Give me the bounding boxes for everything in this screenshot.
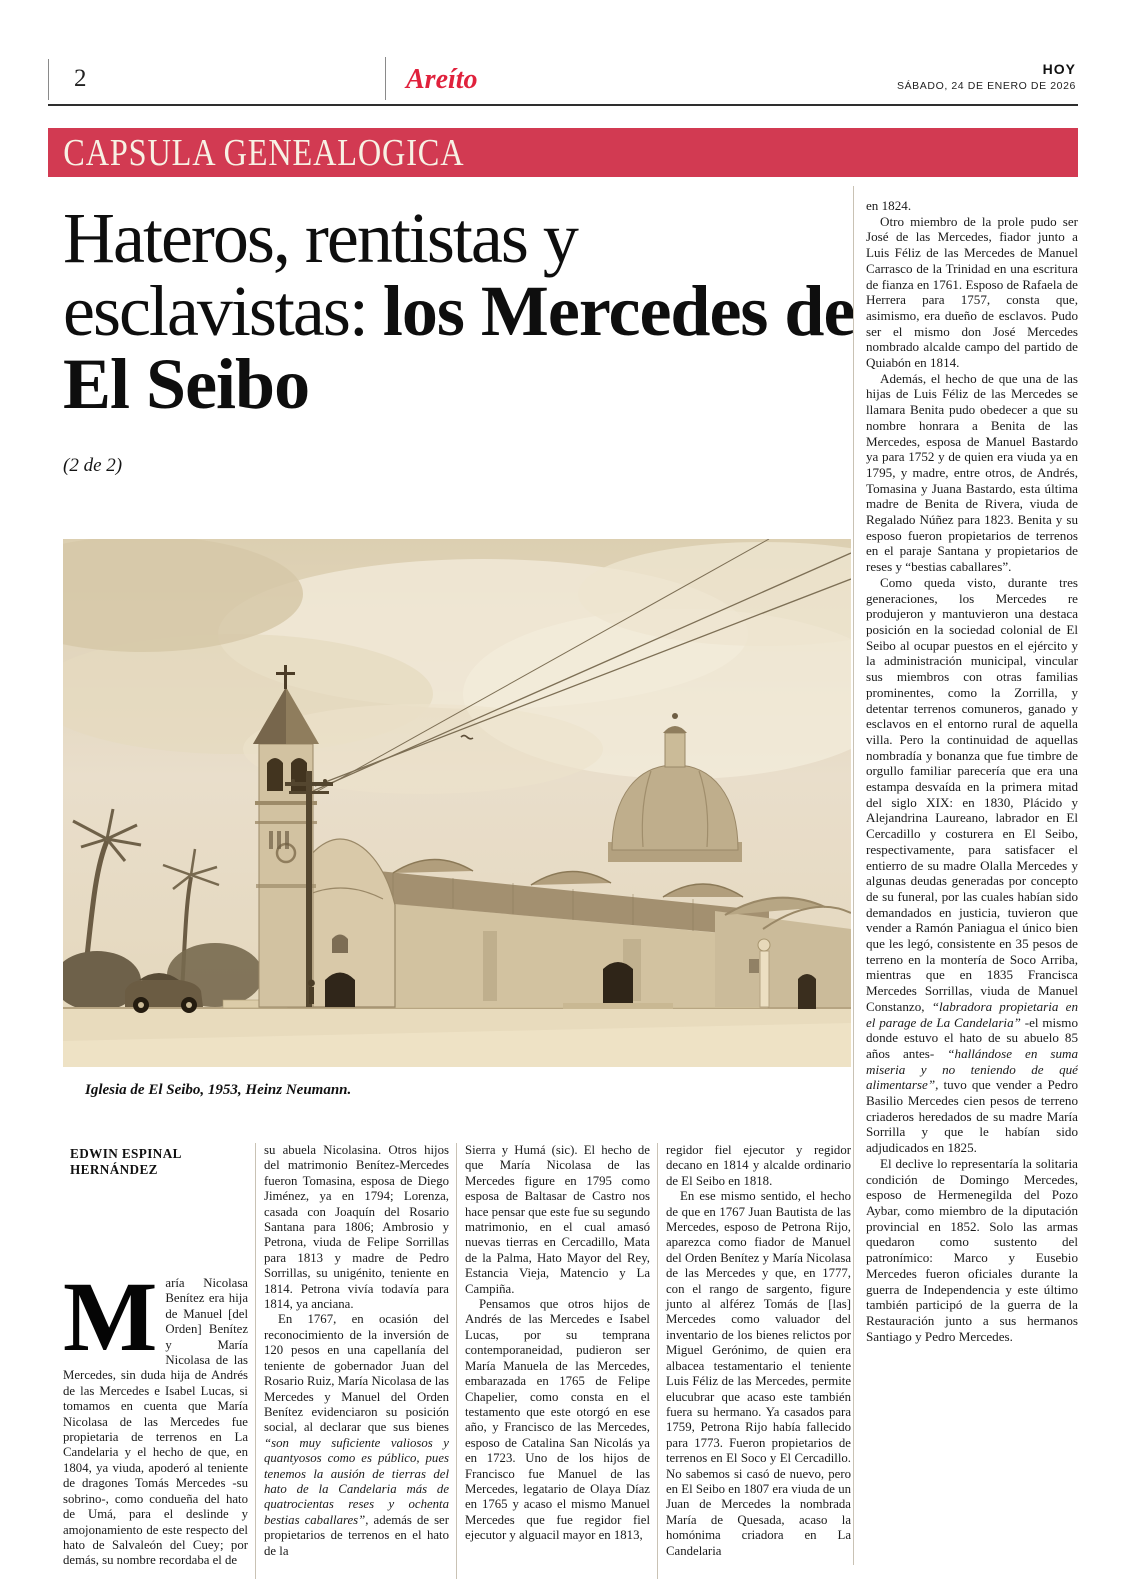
column-4-text [666,1143,851,1559]
main-content [63,186,1078,1568]
article-paragraph: Además, el hecho de que una de las hijas de Luis Féliz de las Mercedes se llamara Benita pudo obedecer a que su nombre honrara a Benita de las Mercedes, esposa de Manuel Bastardo ya para 1752 y de quien era viuda ya en 1795, y madre, entre otros, de Andrés, Tomasina y Juana Bastardo, esta última madre de Benita de Rivera, viuda de Regalado Núñez para 1823. Benita y su esposo fueron propietarios de terrenos en el paraje Santana y propietarios de reses y “bestias caballares”. [866,370,1078,575]
article-paragraph: Pensamos que otros hijos de Andrés de las Mercedes e Isabel Lucas, por su temprana contemporaneidad, pudieron ser María Manuela de las Mercedes, embarazada en 1765 de Felipe Chapelier, como consta en el testamento que este otorgó en ese año, y Francisco de las Mercedes, esposo de Catalina San Nicolás ya en 1723. Uno de los hijos de Francisco fue Manuel de las Mercedes, legatario de Olaya Díaz en 1765 y acaso el mismo Manuel Mercedes que fue regidor fiel ejecutor y alguacil mayor en 1813, [465,1297,650,1543]
article-paragraph: Como queda visto, durante tres generaciones, los Mercedes re produjeron y mantuvieron una destaca posición en la sociedad colonial de El Seibo al ocupar puestos en el ejército y la administración municipal, vincular sus miembros con otras familias prominentes, como la Zorrilla, y detentar terrenos comuneros, ganado y esclavos en el entorno rural de aquella villa. Pero la continuidad de aquellas nombradía y bonanza que fue timbre de orgullo familiar parecería que era una estampa desvaída en la primera mitad del siglo XIX: en 1830, Plácido y Alejandrina Laureano, labrador en El Cercadillo y costurera en El Seibo, respectivamente, para satisfacer el entierro de su madre Olalla Mercedes y algunas deudas generadas por concepto de su funeral, por las cuales habían sido demandados en justicia, tuvieron que vender a Ramón Paniagua el único bien que les legó, consistente en 35 pesos de terreno en la montería de Soco Arriba, mientras que en 1835 Francisca Mercedes Sorrillas, viuda de Manuel Constanzo, “labradora propietaria en el parage de La Candelaria” -el mismo donde estuvo el hato de su abuelo 85 años antes- “hallándose en suma miseria y no teniendo de qué alimentarse”, tuvo que vender a Pedro Basilio Mercedes cien pesos de terreno criaderos heredados de su madre María Sorrilla y que le habían sido adjudicados en 1825. [866,574,1078,1156]
areito-logo: Areíto [406,64,478,95]
column-2-text [264,1143,449,1559]
page-header [48,57,1078,106]
article-paragraph: En 1767, en ocasión del reconocimiento de la inversión de 120 pesos en una capellanía del teniente de gobernador Juan del Rosario Ruiz, María Nicolasa de las Mercedes y Manuel del Orden Benítez evidenciaron su posición social, al declarar que sus bienes “son muy suficiente valiosos y quantyosos como es público, pues tenemos la ausión de tierras del hato de la Candelaria más de quatrocientas reses y ochenta bestias caballares”, además de ser propietarios de terrenos en el hato de la [264,1312,449,1558]
masthead-date: SÁBADO, 24 DE ENERO DE 2026 [896,80,1076,92]
article-column-1 [63,1143,248,1579]
article-column-2 [255,1143,449,1579]
logo-divider-rule [385,57,386,100]
sidebar-column [853,186,1078,1565]
cross-icon [284,665,287,689]
article-columns [63,1143,851,1579]
article-column-3 [456,1143,650,1579]
masthead-title: HOY [1042,61,1076,77]
section-banner-label: CAPSULA GENEALOGICA [63,131,465,174]
photo-caption: Iglesia de El Seibo, 1953, Heinz Neumann. [85,1082,352,1098]
lamp-pillar [760,951,769,1007]
column-1-text [63,1261,248,1569]
section-banner [48,128,1078,177]
header-left-rule [48,59,49,100]
article-paragraph: en 1824. [866,198,912,213]
article-byline: EDWIN ESPINAL HERNÁNDEZ [63,1143,248,1180]
article-headline [63,198,863,424]
masthead [897,61,1076,92]
page-number: 2 [74,65,87,92]
headline-bold-part: los Mercedes de El Seibo [63,271,855,424]
article-paragraph: En ese mismo sentido, el hecho de que en 1767 Juan Bautista de las Mercedes, esposo de Petrona Rijo, aparezca como fiador de Manuel del Orden Benítez y María Nicolasa de las Mercedes y que, en 1777, con el rango de sargento, figure junto al alférez Tomás de [las] Mercedes como valuador del inventario de los bienes relictos por Miguel Gerónimo, de quien era albacea testamentario el teniente Luis Féliz de las Mercedes, permite elucubrar que acaso este también fuera su hermano. Ya casados para 1759, Petrona Rijo había fallecido para 1773. Fueron propietarios de terrenos en El Soco y El Cercadillo. No sabemos si casó de nuevo, pero en El Seibo en 1807 era viuda de un Juan de Mercedes la nombrada María de Quesada, acaso la homónima criadora en La Candelaria [666,1189,851,1558]
article-paragraph: María Nicolasa Benítez era hija de Manuel [del Orden] Benítez y María Nicolasa de las Mercedes, sin duda hija de Andrés de las Mercedes e Isabel Lucas, si tomamos en cuenta que María Nicolasa de las Mercedes fue propietaria de terrenos en La Candelaria y el hecho de que, en 1804, ya viuda, apoderó al teniente de dragones Tomás Mercedes -su sobrino-, como condueña del hato de Umá, para el deslinde y amojonamiento de este respecto del hato de Salvaleón del Cuey; por demás, su nombre recordaba el de [63,1261,248,1568]
part-indicator: (2 de 2) [63,455,123,476]
photo-figure [63,539,851,1099]
left-zone [63,186,855,1579]
article-paragraph: su abuela Nicolasina. Otros hijos del matrimonio Benítez-Mercedes fueron Tomasina, esposa de Diego Jiménez, ya en 1794; Lorenza, casada con Joaquín del Rosario Santana para 1806; Ambrosio y Petrona, viuda de Felipe Sorrillas para 1813 y madre de Pedro Sorrillas, su unigénito, teniente en 1814. Petrona vivía todavía para 1814, ya anciana. [264,1143,449,1312]
article-paragraph: Sierra y Humá (sic). El hecho de que María Nicolasa de las Mercedes figure en 1795 como esposa de Baltasar de Castro nos hace pensar que este fue su segundo matrimonio, en el cual amasó nuevas tierras en Cercadillo, Mata de la Palma, Hato Mayor del Rey, Estancia Vieja, Matencio y La Campiña. [465,1143,650,1296]
article-paragraph: El declive lo representaría la solitaria condición de Domingo Mercedes, esposo de Hermenegilda del Pozo Aybar, como miembro de la diputación provincial en 1852. Solo las armas quedaron como sustento del patronímico: Marco y Eusebio Mercedes fueron oficiales durante la guerra de Independencia y este último también participó de la guerra de la Restauración junto a sus hermanos Santiago y Pedro Mercedes. [866,1155,1078,1344]
article-paragraph: regidor fiel ejecutor y regidor decano en 1814 y alcalde ordinario de El Seibo en 1818. [666,1143,851,1188]
article-column-4 [657,1143,851,1579]
drop-cap: M [63,1261,158,1372]
person-figure [308,980,315,1004]
article-paragraph: Otro miembro de la prole pudo ser José de las Mercedes, fiador junto a Luis Féliz de las Mercedes de Manuel Carrasco de la Trinidad en una escritura de fianza en 1761. Esposo de Rafaela de Herrera para 1757, consta que, asimismo, era dueño de esclavos. Pudo ser el mismo don José Mercedes nombrado alcalde campo del partido de Quiabón en 1814. [866,213,1078,371]
church-door [603,962,633,1007]
column-3-text [465,1143,650,1544]
church-photo [63,539,851,1067]
headline-light-part: Hateros, rentistas y esclavistas: [63,198,577,351]
